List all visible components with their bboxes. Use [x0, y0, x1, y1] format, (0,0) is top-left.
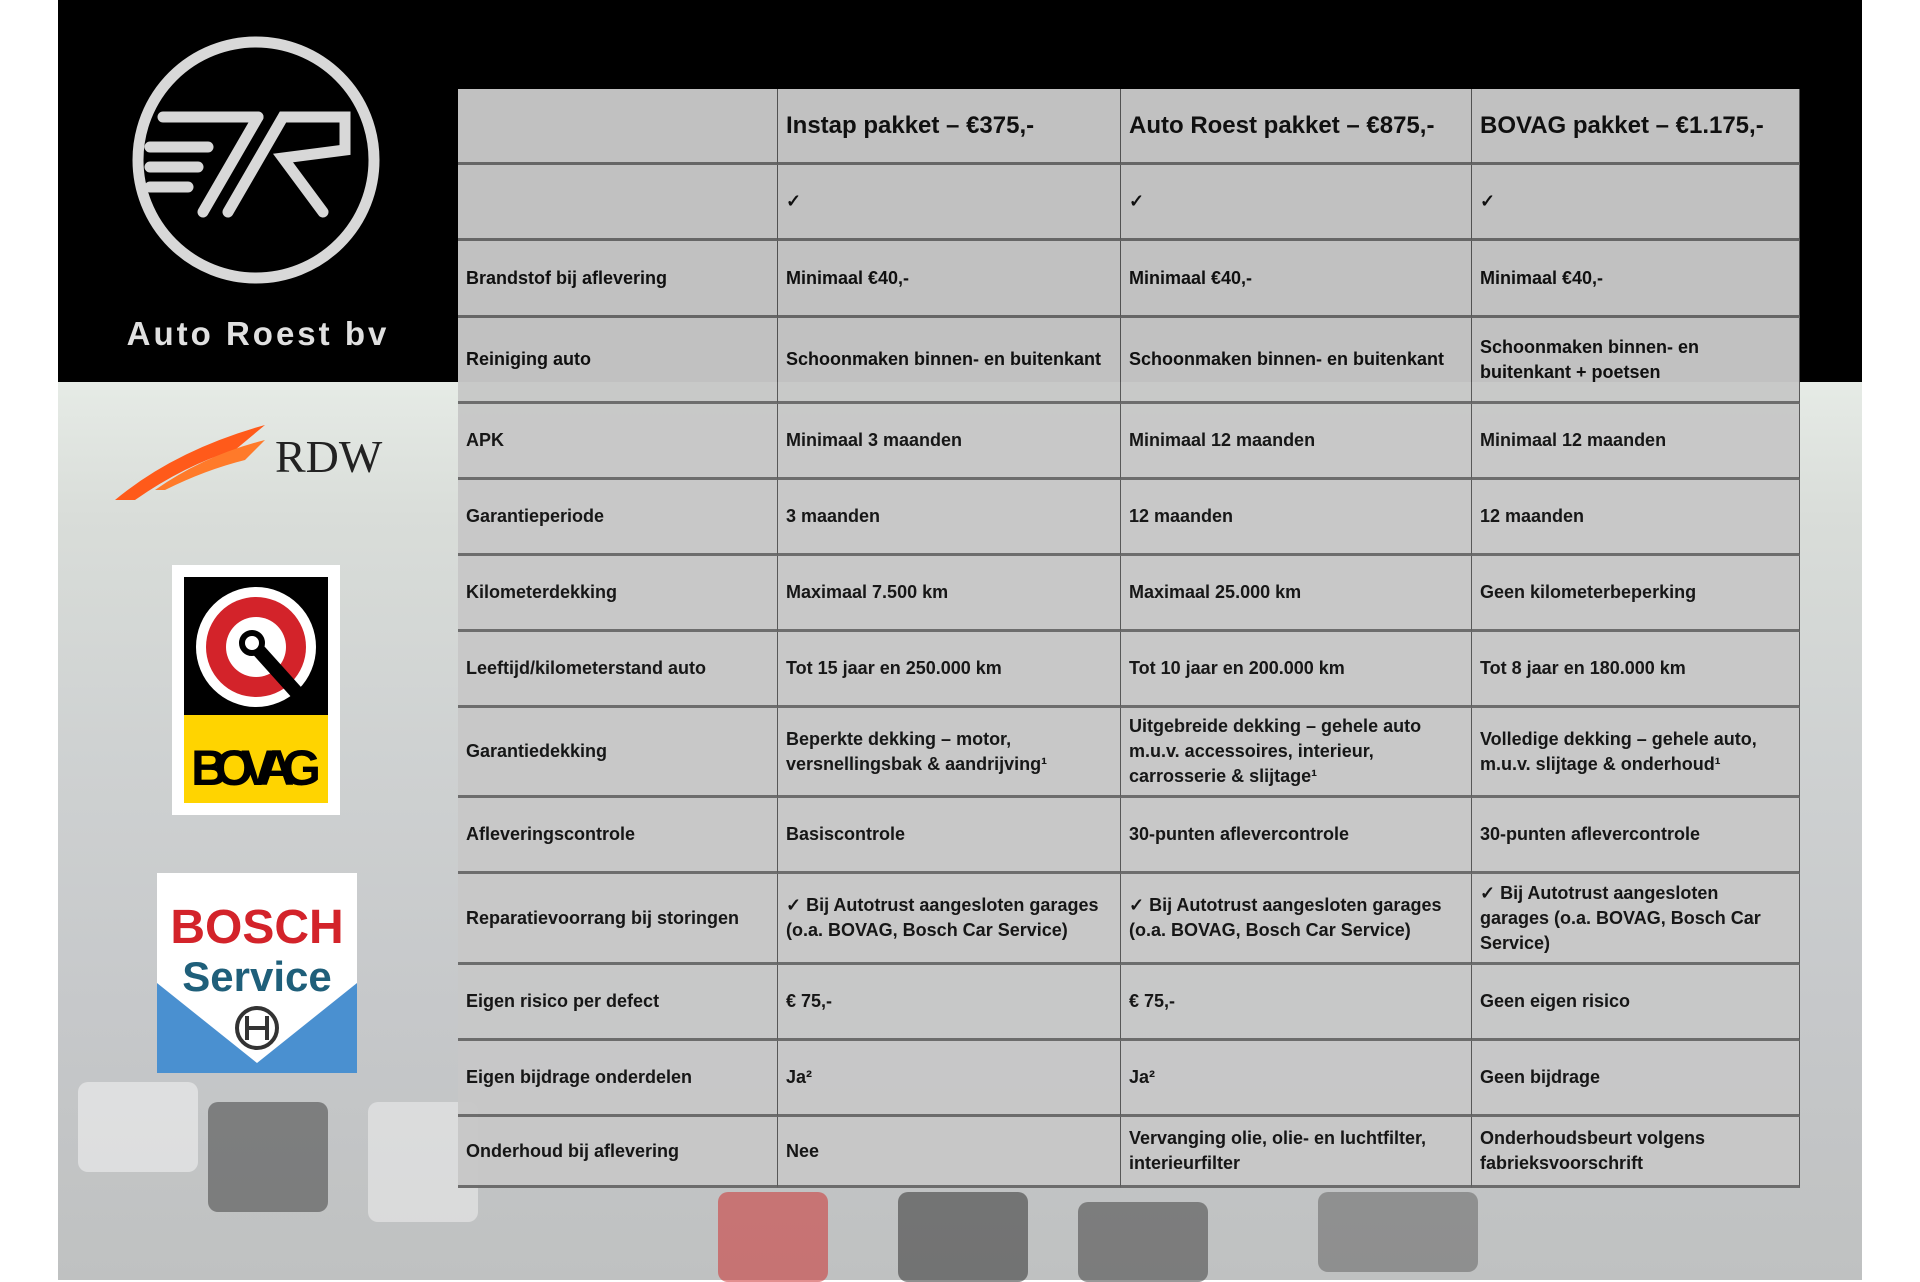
table-cell: Vervanging olie, olie- en luchtfilter, interieurfilter — [1121, 1117, 1472, 1188]
row-label: Eigen risico per defect — [458, 965, 778, 1041]
table-cell: 3 maanden — [778, 480, 1121, 556]
table-cell: Nee — [778, 1117, 1121, 1188]
table-cell: Ja² — [778, 1041, 1121, 1117]
row-label: Kilometerdekking — [458, 556, 778, 632]
table-cell: € 75,- — [778, 965, 1121, 1041]
table-cell: 12 maanden — [1472, 480, 1800, 556]
table-cell: Minimaal €40,- — [778, 241, 1121, 318]
bosch-text: BOSCH — [170, 901, 344, 954]
row-label: Reparatievoorrang bij storingen — [458, 874, 778, 965]
service-text: Service — [182, 953, 332, 1000]
table-cell: Tot 15 jaar en 250.000 km — [778, 632, 1121, 708]
table-cell: Geen eigen risico — [1472, 965, 1800, 1041]
row-label: Leeftijd/kilometerstand auto — [458, 632, 778, 708]
row-label: Brandstof bij aflevering — [458, 241, 778, 318]
table-cell: Tot 10 jaar en 200.000 km — [1121, 632, 1472, 708]
package-comparison-table — [458, 89, 1800, 1188]
row-label: APK — [458, 404, 778, 480]
column-header: BOVAG pakket – €1.175,- — [1472, 89, 1800, 165]
row-label: Afleveringscontrole — [458, 798, 778, 874]
table-cell: Schoonmaken binnen- en buitenkant + poetsen — [1472, 318, 1800, 404]
table-cell: ✓ Bij Autotrust aangesloten garages (o.a. BOVAG, Bosch Car Service) — [1472, 874, 1800, 965]
column-header: Auto Roest pakket – €875,- — [1121, 89, 1472, 165]
table-cell: 30-punten aflevercontrole — [1121, 798, 1472, 874]
table-cell: Minimaal 3 maanden — [778, 404, 1121, 480]
table-cell: Ja² — [1121, 1041, 1472, 1117]
bovag-text: BOVAG — [191, 740, 321, 796]
rdw-logo — [115, 420, 405, 510]
table-cell: Basiscontrole — [778, 798, 1121, 874]
table-cell: Minimaal €40,- — [1121, 241, 1472, 318]
table-cell: Onderhoudsbeurt volgens fabrieksvoorschrift — [1472, 1117, 1800, 1188]
row-label: Reiniging auto — [458, 318, 778, 404]
table-cell: Uitgebreide dekking – gehele auto m.u.v. accessoires, interieur, carrosserie & slijtage¹ — [1121, 708, 1472, 798]
table-cell: Beperkte dekking – motor, versnellingsbak & aandrijving¹ — [778, 708, 1121, 798]
row-label: Onderhoud bij aflevering — [458, 1117, 778, 1188]
table-cell: Minimaal 12 maanden — [1121, 404, 1472, 480]
table-cell: Maximaal 25.000 km — [1121, 556, 1472, 632]
table-cell: 30-punten aflevercontrole — [1472, 798, 1800, 874]
bovag-logo — [172, 565, 340, 815]
row-label: Garantieperiode — [458, 480, 778, 556]
table-cell: Geen kilometerbeperking — [1472, 556, 1800, 632]
table-cell: Tot 8 jaar en 180.000 km — [1472, 632, 1800, 708]
table-cell: Minimaal 12 maanden — [1472, 404, 1800, 480]
rdw-text: RDW — [275, 431, 383, 482]
column-header: Instap pakket – €375,- — [778, 89, 1121, 165]
table-cell: Schoonmaken binnen- en buitenkant — [1121, 318, 1472, 404]
table-cell: Schoonmaken binnen- en buitenkant — [778, 318, 1121, 404]
table-cell: ✓ — [778, 165, 1121, 241]
table-cell: ✓ — [1121, 165, 1472, 241]
table-cell: Maximaal 7.500 km — [778, 556, 1121, 632]
column-header — [458, 89, 778, 165]
brand-name: Auto Roest bv — [126, 315, 390, 352]
bosch-service-logo — [157, 873, 357, 1073]
table-cell: Geen bijdrage — [1472, 1041, 1800, 1117]
table-cell: ✓ Bij Autotrust aangesloten garages (o.a. BOVAG, Bosch Car Service) — [1121, 874, 1472, 965]
table-cell: ✓ — [1472, 165, 1800, 241]
table-cell: Volledige dekking – gehele auto, m.u.v. slijtage & onderhoud¹ — [1472, 708, 1800, 798]
row-label: Eigen bijdrage onderdelen — [458, 1041, 778, 1117]
table-cell: 12 maanden — [1121, 480, 1472, 556]
table-cell: ✓ Bij Autotrust aangesloten garages (o.a. BOVAG, Bosch Car Service) — [778, 874, 1121, 965]
table-cell: Minimaal €40,- — [1472, 241, 1800, 318]
row-label — [458, 165, 778, 241]
table-cell: € 75,- — [1121, 965, 1472, 1041]
row-label: Garantiedekking — [458, 708, 778, 798]
